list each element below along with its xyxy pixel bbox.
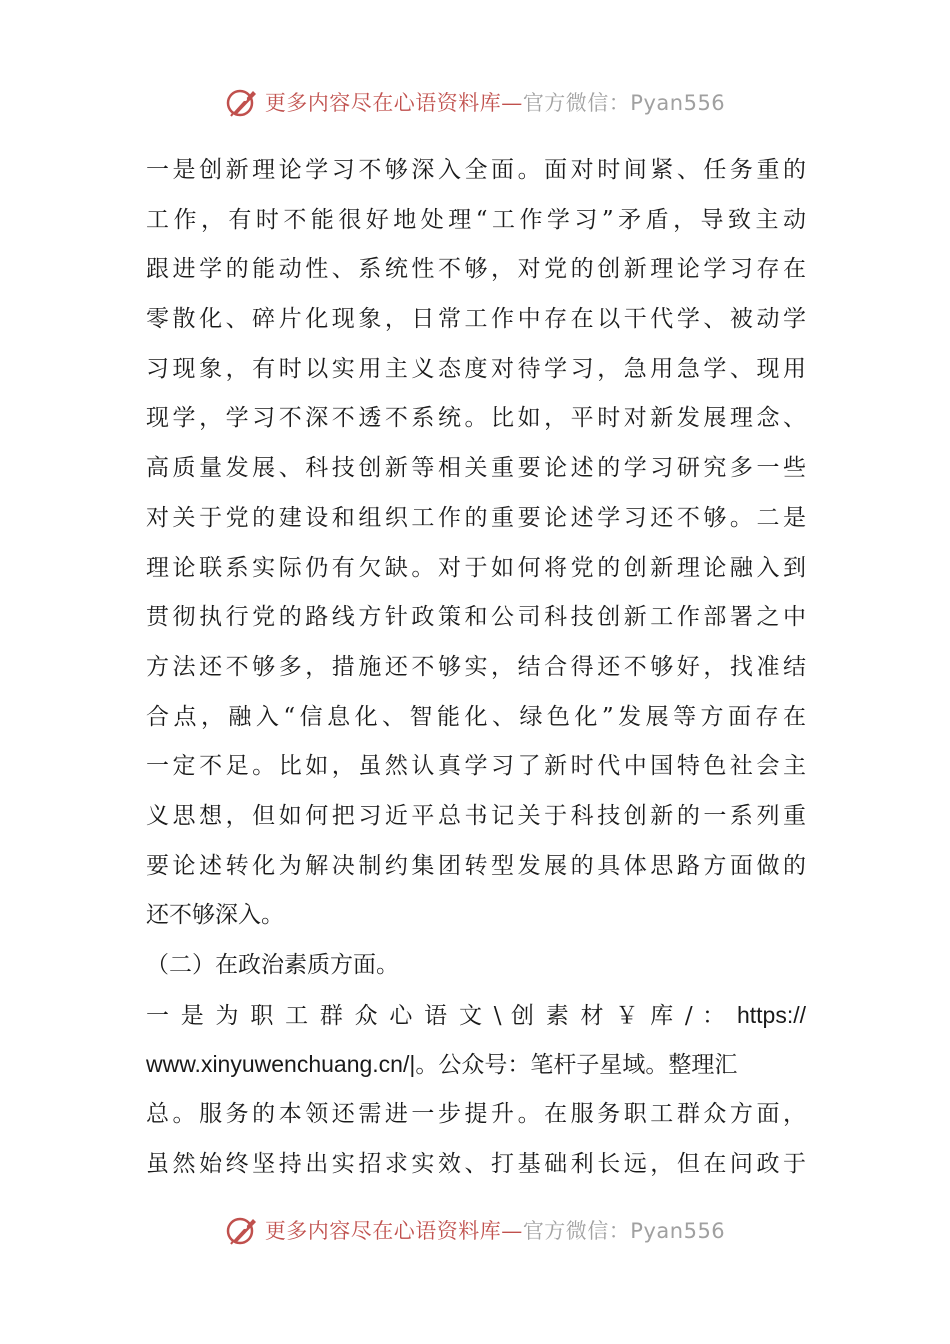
watermark-banner-bottom xyxy=(0,1210,950,1250)
watermark-text: 更多内容尽在心语资料库—官方微信：Pyan556 xyxy=(264,1219,726,1243)
url-fragment: https:// xyxy=(736,1001,806,1028)
body-line: 对关于党的建设和组织工作的重要论述学习还不够。二是 xyxy=(146,504,806,531)
body-line: 义思想，但如何把习近平总书记关于科技创新的一系列重 xyxy=(146,802,806,829)
body-line: 合点，融入“信息化、智能化、绿色化”发展等方面存在 xyxy=(146,703,806,730)
section-line xyxy=(146,1040,806,1090)
body-line: 理论联系实际仍有欠缺。对于如何将党的创新理论融入到 xyxy=(146,554,806,581)
quill-pen-in-circle-icon xyxy=(225,85,259,119)
body-line: 跟进学的能动性、系统性不够，对党的创新理论学习存在 xyxy=(146,256,806,283)
section-line: 虽然始终坚持出实招求实效、打基础利长远，但在问政于 xyxy=(146,1150,806,1177)
section-line xyxy=(146,991,806,1041)
body-line: 方法还不够多，措施还不够实，结合得还不够好，找准结 xyxy=(146,653,806,680)
body-line: 高质量发展、科技创新等相关重要论述的学习研究多一些 xyxy=(146,455,806,482)
watermark-text: 更多内容尽在心语资料库—官方微信：Pyan556 xyxy=(264,91,726,115)
section-heading: （二）在政治素质方面。 xyxy=(146,952,399,978)
document-body xyxy=(146,146,806,1189)
watermark-banner-top xyxy=(0,82,950,122)
body-line: 零散化、碎片化现象，日常工作中存在以干代学、被动学 xyxy=(146,306,806,333)
body-line: 贯彻执行党的路线方针政策和公司科技创新工作部署之中 xyxy=(146,604,806,631)
body-line: 习现象，有时以实用主义态度对待学习，急用急学、现用 xyxy=(146,355,806,382)
body-line: 一是创新理论学习不够深入全面。面对时间紧、任务重的 xyxy=(146,157,806,183)
url-link[interactable]: www.xinyuwenchuang.cn/| xyxy=(146,1051,416,1078)
section-line-text: 。公众号：笔杆子星域。整理汇 xyxy=(415,1052,738,1079)
section-line-text: 一 是 为 职 工 群 众 心 语 文 \ 创 素 材 ￥ 库 / ： xyxy=(146,1002,728,1029)
watermark-suffix: 官方微信：Pyan556 xyxy=(522,1219,726,1243)
body-line: 要论述转化为解决制约集团转型发展的具体思路方面做的 xyxy=(146,852,806,879)
quill-pen-in-circle-icon xyxy=(225,1213,259,1247)
watermark-suffix: 官方微信：Pyan556 xyxy=(522,91,726,115)
section-line: 总。服务的本领还需进一步提升。在服务职工群众方面， xyxy=(146,1101,806,1128)
body-line: 现学，学习不深不透不系统。比如，平时对新发展理念、 xyxy=(146,405,806,432)
body-line: 一定不足。比如，虽然认真学习了新时代中国特色社会主 xyxy=(146,753,806,780)
body-line: 还不够深入。 xyxy=(146,902,284,929)
body-line: 工作，有时不能很好地处理“工作学习”矛盾，导致主动 xyxy=(146,206,806,233)
